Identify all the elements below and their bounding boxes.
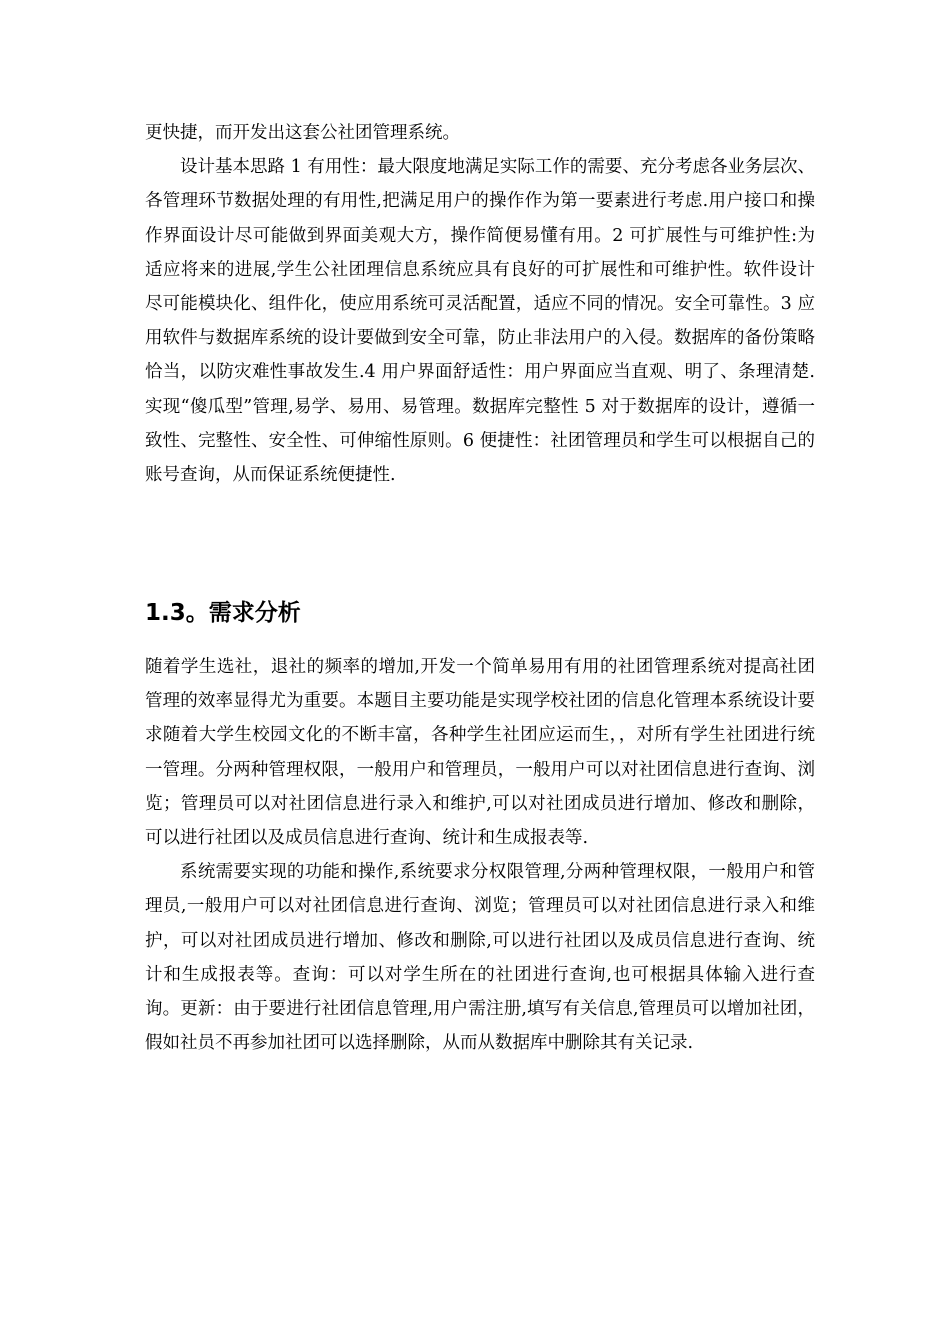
design-principles-section [145, 116, 815, 492]
requirements-section [145, 650, 815, 1060]
section-heading-requirements: 1.3。需求分析 [145, 600, 301, 626]
design-principles-paragraph: 设计基本思路 1 有用性：最大限度地满足实际工作的需要、充分考虑各业务层次、各管理环节数据处理的有用性,把满足用户的操作作为第一要素进行考虑.用户接口和操作界面设计尽可能做到界面美观大方，操作简便易懂有用。2 可扩展性与可维护性:为适应将来的进展,学生公社团理信息系统应具有良好的可扩展性和可维护性。软件设计尽可能模块化、组件化，使应用系统可灵活配置，适应不同的情况。安全可靠性。3 应用软件与数据库系统的设计要做到安全可靠，防止非法用户的入侵。数据库的备份策略恰当，以防灾难性事故发生.4 用户界面舒适性：用户界面应当直观、明了、条理清楚.实现“傻瓜型”管理,易学、易用、易管理。数据库完整性 5 对于数据库的设计，遵循一致性、完整性、安全性、可伸缩性原则。6 便捷性：社团管理员和学生可以根据自己的账号查询，从而保证系统便捷性. [145, 157, 815, 486]
continuation-paragraph: 更快捷，而开发出这套公社团管理系统。 [145, 123, 460, 143]
requirements-intro-paragraph: 随着学生选社，退社的频率的增加,开发一个简单易用有用的社团管理系统对提高社团管理的效率显得尤为重要。本题目主要功能是实现学校社团的信息化管理本系统设计要求随着大学生校园文化的不断丰富，各种学生社团应运而生，，对所有学生社团进行统一管理。分两种管理权限，一般用户和管理员，一般用户可以对社团信息进行查询、浏览；管理员可以对社团信息进行录入和维护,可以对社团成员进行增加、修改和删除，可以进行社团以及成员信息进行查询、统计和生成报表等. [145, 657, 815, 849]
requirements-functions-paragraph: 系统需要实现的功能和操作,系统要求分权限管理,分两种管理权限，一般用户和管理员,一般用户可以对社团信息进行查询、浏览；管理员可以对社团信息进行录入和维护，可以对社团成员进行增加、修改和删除,可以进行社团以及成员信息进行查询、统计和生成报表等。查询：可以对学生所在的社团进行查询,也可根据具体输入进行查询。更新：由于要进行社团信息管理,用户需注册,填写有关信息,管理员可以增加社团，假如社员不再参加社团可以选择删除，从而从数据库中删除其有关记录. [145, 862, 815, 1054]
